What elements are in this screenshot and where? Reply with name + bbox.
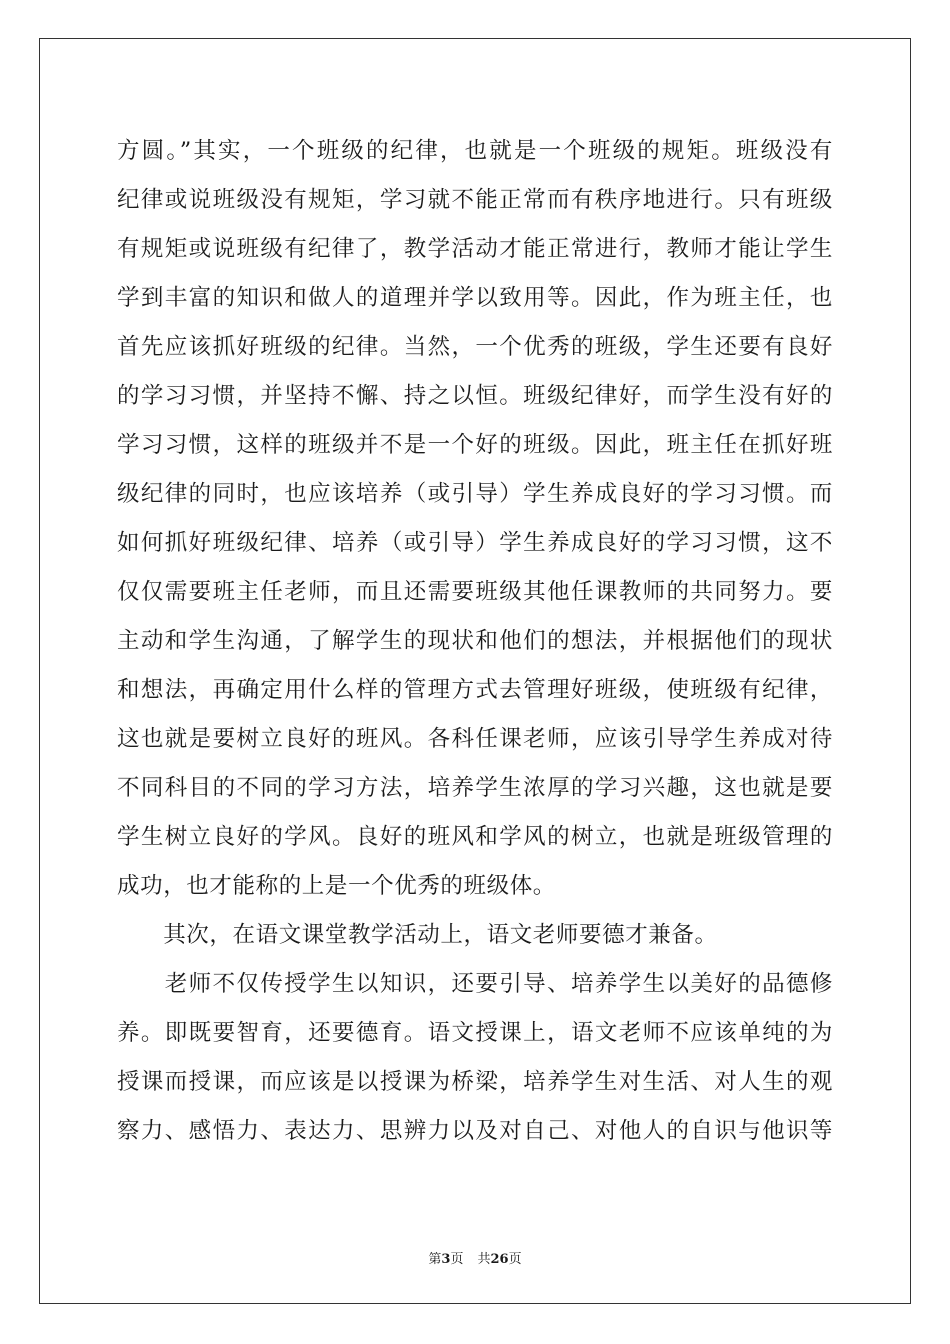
page-prefix: 第 — [428, 1252, 442, 1267]
text-line: 如何抓好班级纪律、培养（或引导）学生养成良好的学习习惯，这不 — [117, 530, 833, 556]
text-line: 学生树立良好的学风。良好的班风和学风的树立，也就是班级管理的 — [117, 824, 833, 850]
total-pages: 26 — [490, 1252, 509, 1267]
text-line: 和想法，再确定用什么样的管理方式去管理好班级，使班级有纪律， — [117, 677, 833, 703]
text-line: 养。即既要智育，还要德育。语文授课上，语文老师不应该单纯的为 — [117, 1020, 833, 1046]
page-suffix: 页 — [450, 1252, 464, 1267]
text-line: 不同科目的不同的学习方法，培养学生浓厚的学习兴趣，这也就是要 — [117, 775, 833, 801]
total-suffix: 页 — [508, 1252, 522, 1267]
text-line: 学到丰富的知识和做人的道理并学以致用等。因此，作为班主任，也 — [117, 285, 833, 311]
text-line: 主动和学生沟通，了解学生的现状和他们的想法，并根据他们的现状 — [117, 628, 833, 654]
text-line: 仅仅需要班主任老师，而且还需要班级其他任课教师的共同努力。要 — [117, 579, 833, 605]
text-line: 授课而授课，而应该是以授课为桥梁，培养学生对生活、对人生的观 — [117, 1069, 833, 1095]
text-line: 其次，在语文课堂教学活动上，语文老师要德才兼备。 — [117, 922, 718, 948]
text-line: 有规矩或说班级有纪律了，教学活动才能正常进行，教师才能让学生 — [117, 236, 833, 262]
page-footer — [0, 1248, 950, 1267]
text-line: 首先应该抓好班级的纪律。当然，一个优秀的班级，学生还要有良好 — [117, 334, 833, 360]
text-line: 的学习习惯，并坚持不懈、持之以恒。班级纪律好，而学生没有好的 — [117, 383, 833, 409]
page-number: 3 — [441, 1252, 451, 1267]
text-line: 纪律或说班级没有规矩，学习就不能正常而有秩序地进行。只有班级 — [117, 187, 833, 213]
text-line: 察力、感悟力、表达力、思辨力以及对自己、对他人的自识与他识等 — [117, 1118, 833, 1144]
text-line: 级纪律的同时，也应该培养（或引导）学生养成良好的学习习惯。而 — [117, 481, 833, 507]
text-line: 方圆。”其实，一个班级的纪律，也就是一个班级的规矩。班级没有 — [117, 138, 833, 164]
text-line: 这也就是要树立良好的班风。各科任课老师，应该引导学生养成对待 — [117, 726, 833, 752]
document-body — [117, 127, 833, 1156]
text-line: 学习习惯，这样的班级并不是一个好的班级。因此，班主任在抓好班 — [117, 432, 833, 458]
total-prefix: 共 — [477, 1252, 491, 1267]
text-line: 老师不仅传授学生以知识，还要引导、培养学生以美好的品德修 — [117, 971, 833, 997]
text-line: 成功，也才能称的上是一个优秀的班级体。 — [117, 873, 556, 899]
